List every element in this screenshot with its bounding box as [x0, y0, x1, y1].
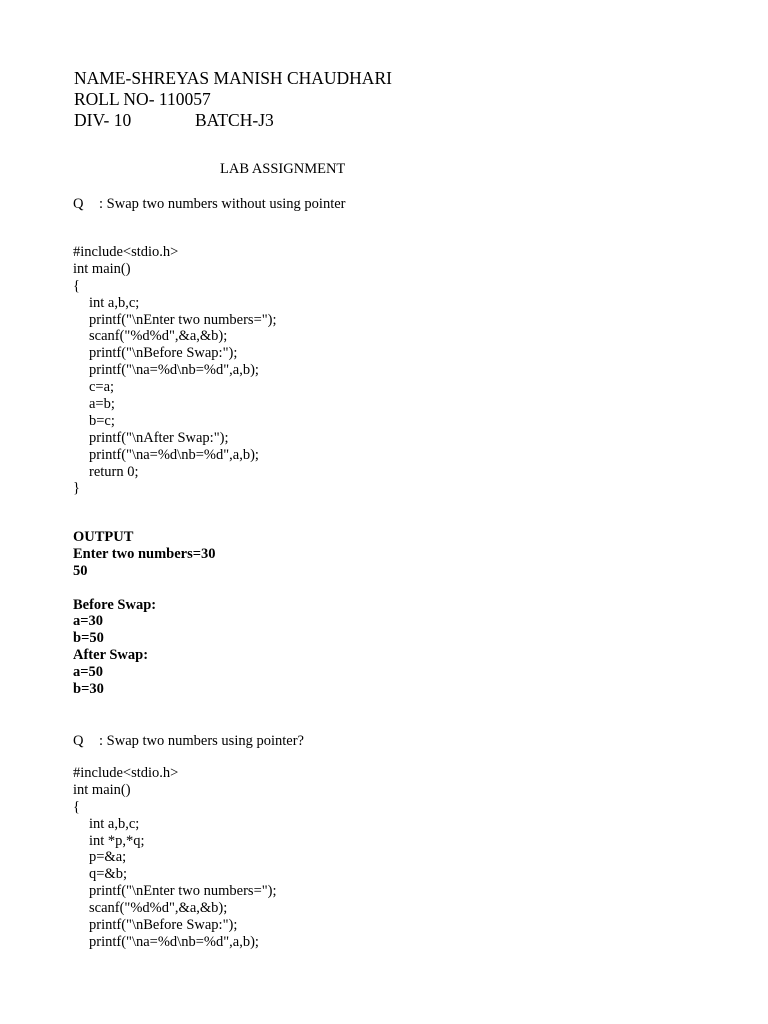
code-line: }	[73, 480, 80, 497]
question-text: : Swap two numbers using pointer?	[99, 733, 304, 749]
code-line: #include<stdio.h>	[73, 765, 179, 781]
output-line: b=50	[73, 630, 104, 647]
output-heading: OUTPUT	[73, 529, 134, 545]
output-line: a=30	[73, 613, 104, 630]
code-line: printf("\nEnter two numbers=");	[89, 883, 277, 900]
output-line: Before Swap:	[73, 596, 157, 613]
code-line: printf("\na=%d\nb=%d",a,b);	[89, 933, 259, 950]
output-line: Enter two numbers=30	[73, 545, 216, 562]
question-text: : Swap two numbers without using pointer	[99, 196, 346, 212]
code-line: return 0;	[89, 463, 139, 480]
code-line: int main()	[73, 260, 131, 277]
assignment-title: LAB ASSIGNMENT	[220, 161, 346, 177]
code-line: int *p,*q;	[89, 832, 145, 849]
code-line: #include<stdio.h>	[73, 244, 179, 260]
student-name: NAME-SHREYAS MANISH CHAUDHARI	[74, 68, 392, 88]
question-2	[73, 732, 304, 750]
code-block-1	[73, 244, 277, 497]
code-line: {	[73, 277, 80, 294]
question-1	[73, 195, 346, 213]
code-line: a=b;	[89, 396, 115, 413]
code-line: scanf("%d%d",&a,&b);	[89, 328, 228, 345]
code-line: printf("\nBefore Swap:");	[89, 917, 238, 934]
division: DIV- 10	[74, 110, 132, 130]
code-line: scanf("%d%d",&a,&b);	[89, 900, 228, 917]
code-line: printf("\na=%d\nb=%d",a,b);	[89, 362, 259, 379]
code-line: int a,b,c;	[89, 294, 140, 311]
code-line: q=&b;	[89, 866, 127, 883]
code-line: {	[73, 798, 80, 815]
code-line: c=a;	[89, 379, 115, 396]
code-line: printf("\na=%d\nb=%d",a,b);	[89, 446, 259, 463]
code-line: printf("\nAfter Swap:");	[89, 429, 229, 446]
student-header	[74, 68, 392, 131]
code-line: b=c;	[89, 412, 115, 429]
output-block-1	[73, 529, 216, 698]
output-line: a=50	[73, 664, 104, 681]
code-line: printf("\nEnter two numbers=");	[89, 311, 277, 328]
question-label: Q	[73, 196, 84, 212]
output-line	[73, 580, 216, 597]
output-line: 50	[73, 562, 88, 579]
question-label: Q	[73, 733, 84, 749]
code-line: p=&a;	[89, 849, 127, 866]
code-block-2	[73, 765, 277, 951]
div-batch-line	[74, 110, 392, 131]
code-line: int main()	[73, 781, 131, 798]
roll-number: ROLL NO- 110057	[74, 89, 211, 109]
output-line: After Swap:	[73, 647, 149, 664]
code-line: printf("\nBefore Swap:");	[89, 345, 238, 362]
output-line: b=30	[73, 681, 104, 698]
code-line: int a,b,c;	[89, 815, 140, 832]
batch: BATCH-J3	[195, 110, 274, 130]
